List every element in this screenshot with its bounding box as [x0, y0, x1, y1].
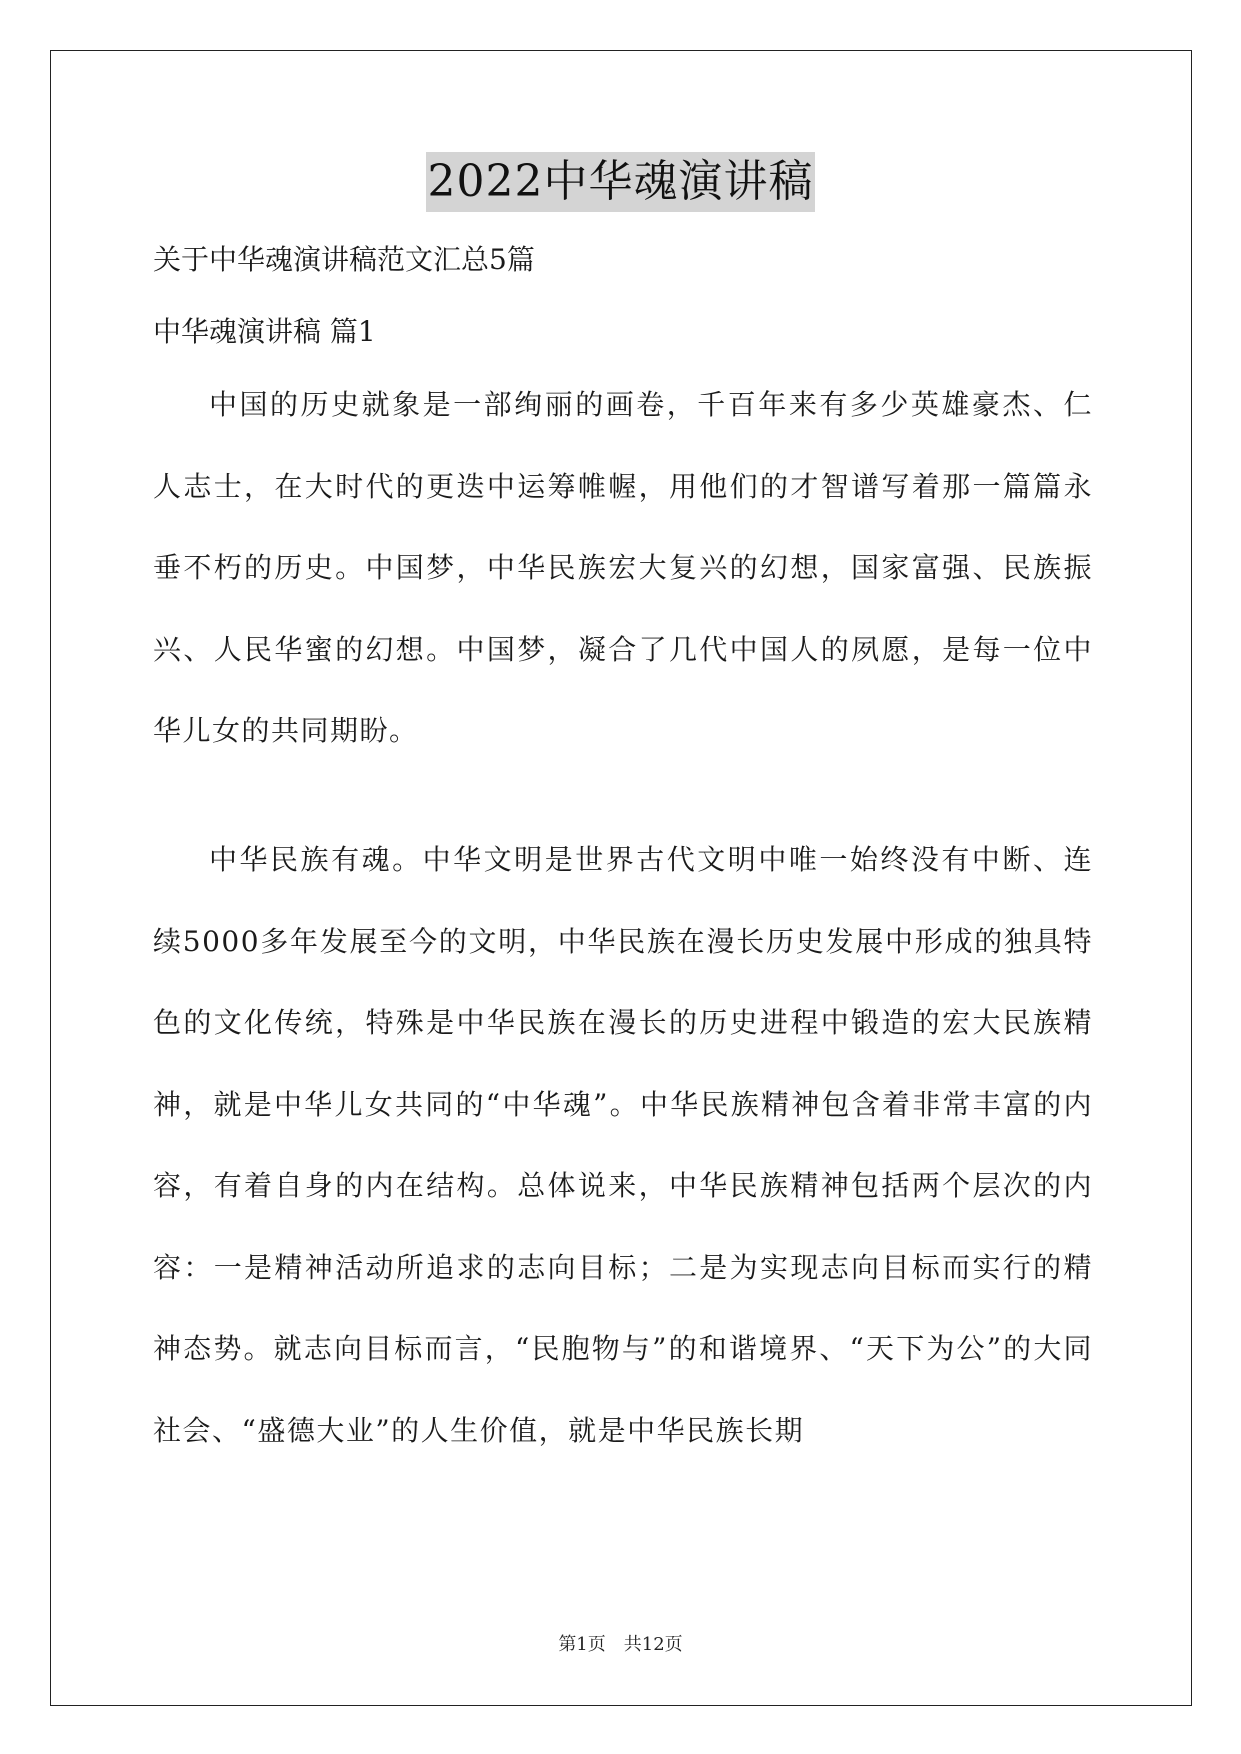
page-number: 第1页 [558, 1634, 606, 1655]
document-title: 2022中华魂演讲稿 [426, 152, 816, 212]
section-heading: 中华魂演讲稿 篇1 [153, 315, 376, 348]
page-footer [0, 1633, 1241, 1657]
paragraph-2: 中华民族有魂。中华文明是世界古代文明中唯一始终没有中断、连续5000多年发展至今的文明，中华民族在漫长历史发展中形成的独具特色的文化传统，特殊是中华民族在漫长的历史进程中锻造的宏大民族精神，就是中华儿女共同的“中华魂”。中华民族精神包含着非常丰富的内容，有着自身的内在结构。总体说来，中华民族精神包括两个层次的内容：一是精神活动所追求的志向目标；二是为实现志向目标而实行的精神态势。就志向目标而言，“民胞物与”的和谐境界、“天下为公”的大同社会、“盛德大业”的人生价值，就是中华民族长期 [153, 843, 1093, 1447]
paragraph-1: 中国的历史就象是一部绚丽的画卷，千百年来有多少英雄豪杰、仁人志士，在大时代的更迭中运筹帷幄，用他们的才智谱写着那一篇篇永垂不朽的历史。中国梦，中华民族宏大复兴的幻想，国家富强、民族振兴、人民华蜜的幻想。中国梦，凝合了几代中国人的夙愿，是每一位中华儿女的共同期盼。 [153, 388, 1093, 747]
title-container [0, 152, 1241, 212]
page-total: 共12页 [623, 1634, 683, 1655]
document-subtitle: 关于中华魂演讲稿范文汇总5篇 [153, 243, 535, 276]
